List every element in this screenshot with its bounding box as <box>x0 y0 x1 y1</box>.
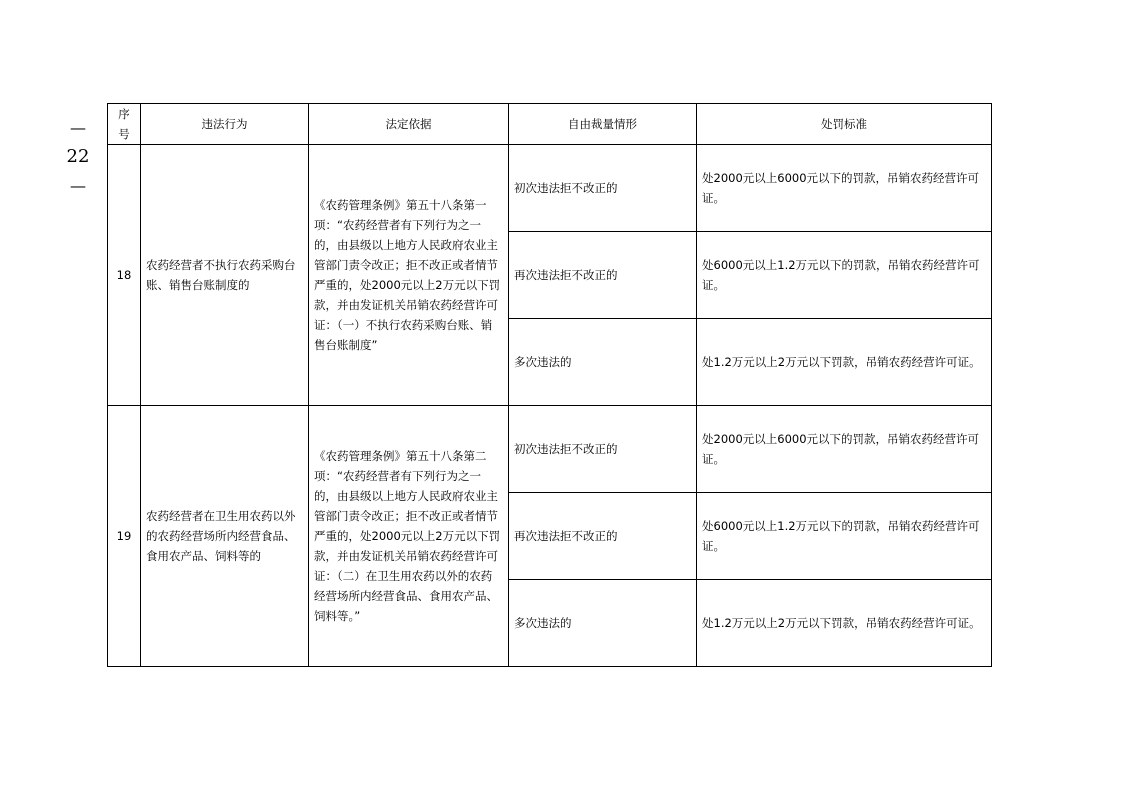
header-seq: 序号 <box>108 104 141 145</box>
page-number <box>58 118 98 196</box>
row-standard: 处2000元以上6000元以下的罚款，吊销农药经营许可证。 <box>697 406 992 493</box>
page-number-value: 22 <box>66 146 90 167</box>
row-discretion: 初次违法拒不改正的 <box>509 145 697 232</box>
row-standard: 处6000元以上1.2万元以下的罚款，吊销农药经营许可证。 <box>697 493 992 580</box>
row-basis: 《农药管理条例》第五十八条第二项：“农药经营者有下列行为之一的，由县级以上地方人民政府农业主管部门责令改正；拒不改正或者情节严重的，处2000元以上2万元以下罚款，并由发证机关吊销农药经营许可证：（二）在卫生用农药以外的农药经营场所内经营食品、食用农产品、饲料等。” <box>309 406 509 667</box>
row-standard: 处6000元以上1.2万元以下的罚款，吊销农药经营许可证。 <box>697 232 992 319</box>
table-row <box>108 145 992 232</box>
row-act: 农药经营者不执行农药采购台账、销售台账制度的 <box>141 145 309 406</box>
row-standard: 处1.2万元以上2万元以下罚款，吊销农药经营许可证。 <box>697 319 992 406</box>
row-act: 农药经营者在卫生用农药以外的农药经营场所内经营食品、食用农产品、饲料等的 <box>141 406 309 667</box>
table-header-row <box>108 104 992 145</box>
row-discretion: 初次违法拒不改正的 <box>509 406 697 493</box>
page-number-dash-top: — <box>70 118 86 137</box>
header-basis: 法定依据 <box>309 104 509 145</box>
row-discretion: 再次违法拒不改正的 <box>509 493 697 580</box>
header-act: 违法行为 <box>141 104 309 145</box>
page-number-dash-bottom: — <box>70 176 86 195</box>
penalty-standards-table <box>107 103 992 667</box>
row-standard: 处2000元以上6000元以下的罚款，吊销农药经营许可证。 <box>697 145 992 232</box>
header-standard: 处罚标准 <box>697 104 992 145</box>
row-discretion: 多次违法的 <box>509 319 697 406</box>
row-basis: 《农药管理条例》第五十八条第一项：“农药经营者有下列行为之一的，由县级以上地方人民政府农业主管部门责令改正；拒不改正或者情节严重的，处2000元以上2万元以下罚款，并由发证机关吊销农药经营许可证：（一）不执行农药采购台账、销售台账制度” <box>309 145 509 406</box>
table-row <box>108 406 992 493</box>
row-discretion: 再次违法拒不改正的 <box>509 232 697 319</box>
row-standard: 处1.2万元以上2万元以下罚款，吊销农药经营许可证。 <box>697 580 992 667</box>
row-discretion: 多次违法的 <box>509 580 697 667</box>
row-seq: 18 <box>108 145 141 406</box>
header-discretion: 自由裁量情形 <box>509 104 697 145</box>
row-seq: 19 <box>108 406 141 667</box>
